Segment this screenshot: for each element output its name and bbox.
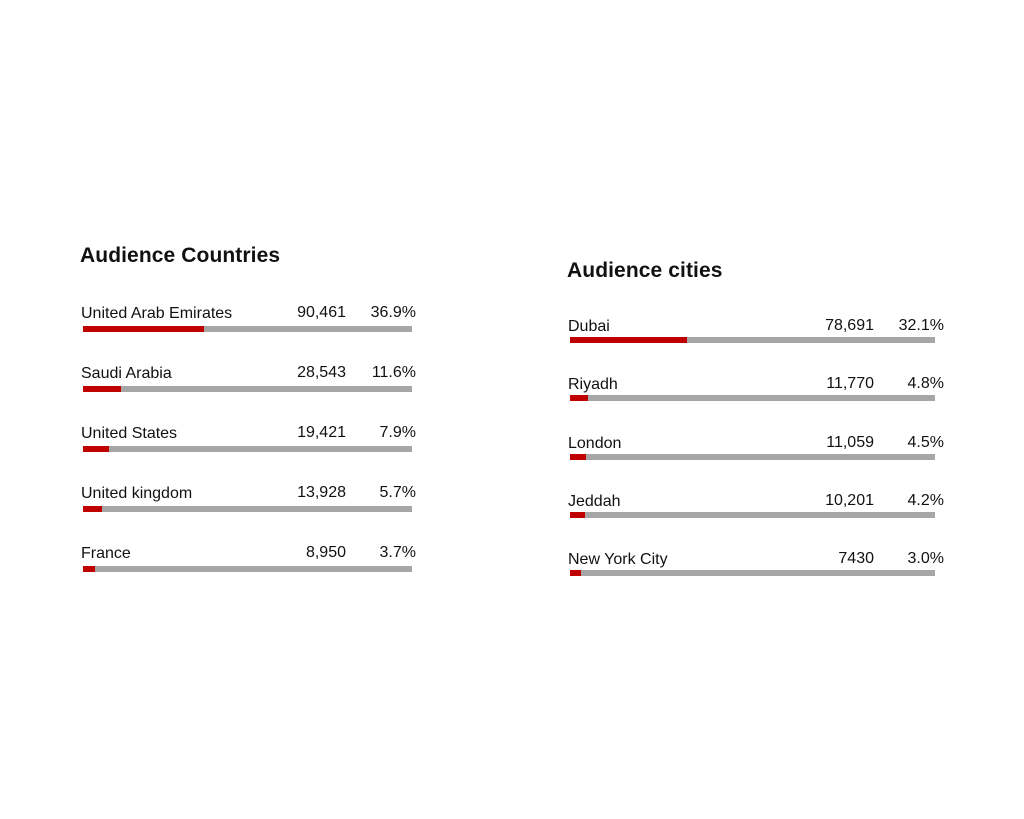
bar-track: [570, 512, 935, 518]
row-label: United Arab Emirates: [81, 305, 233, 322]
row-value: 19,421: [297, 424, 346, 441]
bar-fill: [83, 566, 95, 572]
row-label: Jeddah: [568, 492, 621, 510]
row-percentage: 7.9%: [379, 424, 416, 441]
cities-row: [567, 375, 947, 405]
row-label: Riyadh: [568, 376, 618, 394]
row-label: London: [568, 434, 622, 452]
bar-track: [83, 506, 412, 512]
bar-track: [83, 386, 412, 392]
row-percentage: 4.2%: [907, 491, 944, 509]
bar-fill: [570, 570, 581, 576]
bar-track: [570, 337, 935, 343]
countries-row: [80, 304, 420, 334]
bar-fill: [83, 446, 109, 452]
row-value: 8,950: [305, 544, 346, 561]
row-value: 11,770: [826, 375, 874, 393]
row-label: Dubai: [568, 318, 610, 335]
bar-fill: [83, 386, 121, 392]
bar-fill: [570, 512, 585, 518]
bar-fill: [570, 454, 586, 460]
row-value: 11,059: [826, 433, 874, 451]
cities-title: Audience cities: [567, 259, 723, 282]
row-value: 7430: [838, 550, 874, 568]
row-label: United kingdom: [81, 485, 193, 502]
row-value: 90,461: [297, 304, 346, 321]
bar-fill: [570, 337, 687, 343]
bar-track: [570, 570, 935, 576]
row-label: Saudi Arabia: [81, 365, 172, 382]
bar-fill: [83, 326, 204, 332]
row-label: France: [81, 545, 131, 562]
row-percentage: 4.5%: [907, 433, 944, 451]
bar-track: [83, 566, 412, 572]
row-percentage: 32.1%: [898, 317, 944, 334]
row-value: 13,928: [297, 484, 346, 501]
countries-row: [80, 364, 420, 394]
row-percentage: 3.0%: [907, 550, 944, 568]
cities-row: [567, 317, 947, 347]
row-label: New York City: [568, 551, 668, 569]
row-value: 78,691: [825, 317, 874, 334]
row-percentage: 36.9%: [370, 304, 416, 321]
row-value: 10,201: [825, 491, 874, 509]
cities-row: [567, 492, 947, 522]
bar-track: [83, 326, 412, 332]
countries-title: Audience Countries: [80, 244, 281, 267]
bar-track: [570, 454, 935, 460]
bar-fill: [83, 506, 102, 512]
bar-track: [570, 395, 935, 401]
row-percentage: 3.7%: [379, 544, 416, 561]
bar-fill: [570, 395, 588, 401]
countries-row: [80, 424, 420, 454]
row-percentage: 5.7%: [379, 484, 416, 501]
row-value: 28,543: [297, 364, 346, 381]
row-percentage: 4.8%: [907, 375, 944, 393]
cities-row: [567, 550, 947, 580]
countries-row: [80, 484, 420, 514]
cities-row: [567, 434, 947, 464]
countries-row: [80, 544, 420, 574]
row-label: United States: [81, 425, 178, 442]
row-percentage: 11.6%: [371, 364, 416, 381]
bar-track: [83, 446, 412, 452]
